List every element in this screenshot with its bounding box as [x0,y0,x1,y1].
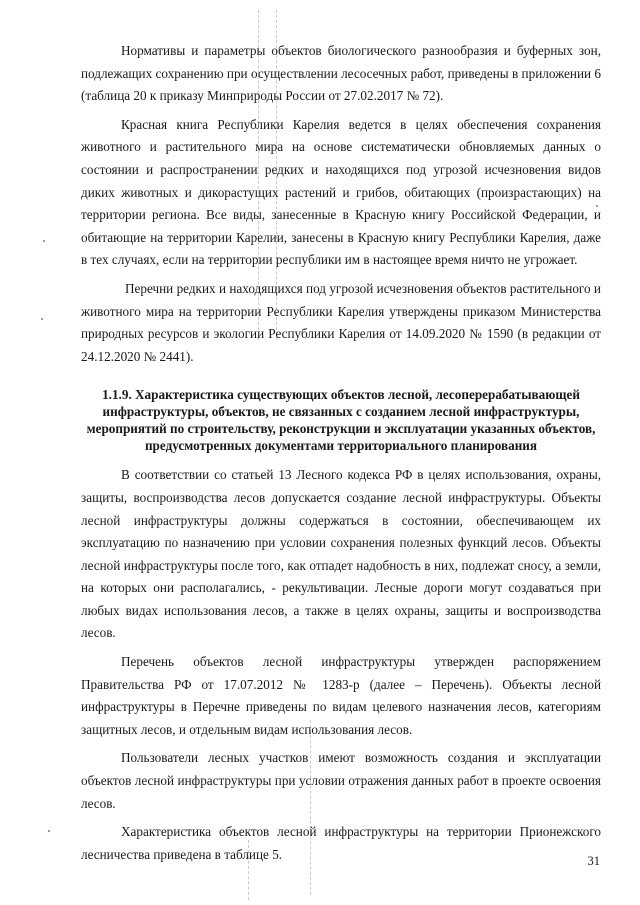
page-number: 31 [587,854,600,868]
scan-speck [43,240,45,242]
paragraph: Характеристика объектов лесной инфраструктуры на территории Прионежского лесничества приведена в таблице 5. [81,824,601,862]
paragraph: Перечни редких и находящихся под угрозой исчезновения объектов растительного и животного мира на территории Республики Карелия утверждены приказом Министерства природных ресурсов и экологии Республики Карелия от 14.09.2020 № 1590 (в редакции от 24.12.2020 № 2441). [81,280,601,364]
paragraph: Перечень объектов лесной инфраструктуры утвержден распоряжением Правительства РФ от 17.07.2012 № 1283-р (далее – Перечень). Объекты лесной инфраструктуры в Перечне приведены по видам целевого назначения лесов, категориям защитных лесов, и отдельным видам использования лесов. [81,654,601,737]
scan-speck [48,830,50,832]
paragraph: Пользователи лесных участков имеют возможность создания и эксплуатации объектов лесной инфраструктуры при условии отражения данных работ в проекте освоения лесов. [81,750,601,811]
paragraph: В соответствии со статьей 13 Лесного кодекса РФ в целях использования, охраны, защиты, воспроизводства лесов допускается создание лесной инфраструктуры. Объекты лесной инфраструктуры должны содержаться в состоянии, обеспечивающем их эксплуатацию по назначению при условии сохранения полезных функций лесов. Объекты лесной инфраструктуры после того, как отпадет надобность в них, подлежат сносу, а земли, на которых они располагались, - рекультивации. Лесные дороги могут создаваться при любых видах использования лесов, а также в целях охраны, защиты и воспроизводства лесов. [81,467,601,641]
paragraph: Нормативы и параметры объектов биологического разнообразия и буферных зон, подлежащих сохранению при осуществлении лесосечных работ, приведены в приложении 6 (таблица 20 к приказу Минприроды России от 27.02.2017 № 72). [81,43,601,104]
scan-speck [41,318,43,320]
section-heading: 1.1.9. Характеристика существующих объектов лесной, лесоперерабатывающей инфраструктуры, объектов, не связанных с созданием лесной инфраструктуры, мероприятий по строительству, реконструкции и эксплуатации указанных объектов, предусмотренных документами территориального планирования [86,387,596,454]
paragraph: Красная книга Республики Карелия ведется в целях обеспечения сохранения животного и растительного мира на основе систематически обновляемых данных о состоянии и распространении редких и находящихся под угрозой исчезновения видов диких животных и дикорастущих растений и грибов, обитающих (произрастающих) на территории региона. Все виды, занесенные в Красную книгу Российской Федерации, и обитающие на территории Карелии, занесены в Красную книгу Республики Карелия, даже в тех случаях, если на территории республики им в настоящее время ничто не угрожает. [81,116,601,268]
body-text-top [81,40,601,872]
